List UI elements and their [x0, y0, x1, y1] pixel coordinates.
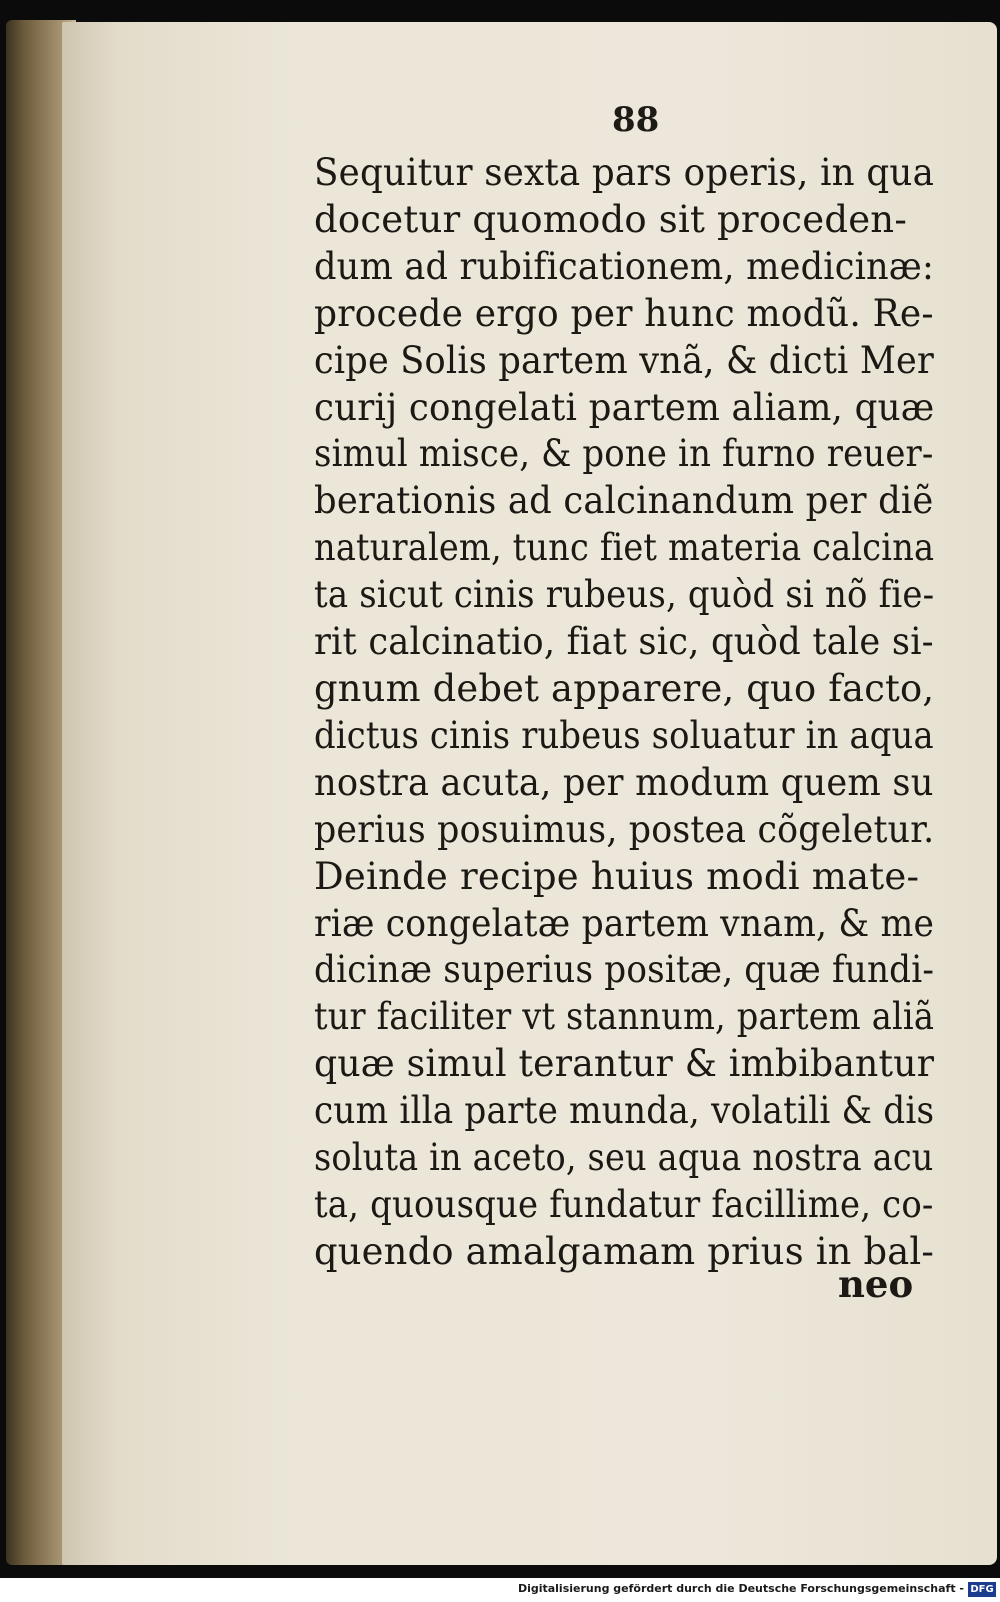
text-line: Deinde recipe huius modi mate- [314, 854, 920, 898]
text-line: procede ergo per hunc modũ. Re- [314, 291, 934, 335]
text-line: tur faciliter vt stannum, partem aliã [314, 995, 935, 1039]
text-line: cum illa parte munda, volatili & dis [314, 1089, 935, 1133]
text-line: soluta in aceto, seu aqua nostra acu [314, 1136, 934, 1180]
catchword: neo [838, 1262, 914, 1306]
text-line: rit calcinatio, fiat sic, quòd tale si- [314, 620, 934, 664]
text-line: docetur quomodo sit proceden- [314, 197, 908, 241]
digitization-footer [0, 1578, 1000, 1602]
text-line: Sequitur sexta pars operis, in qua [314, 151, 935, 194]
text-line: riæ congelatæ partem vnam, & me [314, 901, 935, 945]
dfg-logo-icon: DFG [968, 1582, 996, 1597]
page-number: 88 [612, 100, 660, 140]
text-line: dicinæ superius positæ, quæ fundi- [314, 948, 935, 992]
body-text [314, 150, 934, 1276]
text-line: simul misce, & pone in furno reuer- [314, 432, 934, 476]
text-line: naturalem, tunc fiet materia calcina [314, 526, 935, 570]
text-line: perius posuimus, postea cõgeletur. [314, 807, 935, 851]
text-line: curij congelati partem aliam, quæ [314, 385, 935, 429]
funding-credit: Digitalisierung gefördert durch die Deutsche Forschungsgemeinschaft - [517, 1582, 964, 1595]
text-line: ta, quousque fundatur facillime, co- [314, 1182, 934, 1226]
text-line: dictus cinis rubeus soluatur in aqua [314, 713, 934, 757]
text-line: dum ad rubificationem, medicinæ: [314, 244, 935, 288]
text-line: berationis ad calcinandum per diẽ [314, 479, 934, 523]
text-line: nostra acuta, per modum quem su [314, 760, 934, 804]
text-line: quæ simul terantur & imbibantur [314, 1042, 935, 1086]
text-line: ta sicut cinis rubeus, quòd si nõ fie- [314, 573, 935, 617]
text-line: quendo amalgamam prius in bal- [314, 1229, 935, 1273]
text-line: gnum debet apparere, quo facto, [314, 666, 935, 710]
text-line: cipe Solis partem vnã, & dicti Mer [314, 338, 934, 382]
